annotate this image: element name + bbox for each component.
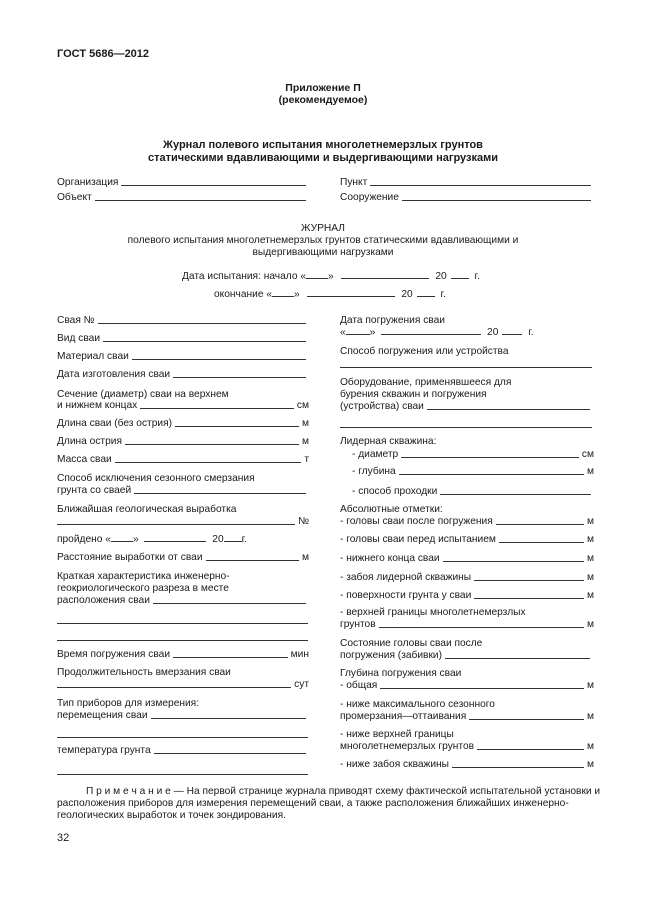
below-perm-label: - ниже верхней границы	[340, 729, 454, 740]
head-state-field[interactable]	[340, 650, 593, 661]
equipment-label-line3: (устройства) сваи	[340, 401, 424, 412]
exclusion-label-line2: грунта со сваей	[57, 485, 132, 496]
section-field[interactable]	[57, 400, 309, 411]
diameter-label: - диаметр	[352, 449, 399, 460]
exclusion-field[interactable]	[57, 485, 309, 496]
ground-surface-field[interactable]	[340, 590, 594, 601]
test-start-date[interactable]	[182, 271, 480, 282]
pile-type-label: Вид сваи	[57, 333, 101, 344]
unit-min: мин	[290, 649, 309, 660]
year-prefix: 20	[487, 327, 499, 338]
page-number: 32	[57, 832, 70, 844]
exclusion-label-line1: Способ исключения сезонного смерзания	[57, 473, 255, 484]
year-suffix: г.	[528, 327, 534, 338]
organization-field[interactable]	[57, 177, 309, 188]
journal-line1: полевого испытания многолетнемерзлых грунтов статическими вдавливающими и	[127, 235, 519, 246]
equipment-field[interactable]	[340, 401, 593, 412]
main-title-line2: статическими вдавливающими и выдергивающими нагрузками	[148, 152, 498, 164]
head-before-label: - головы сваи перед испытанием	[340, 534, 496, 545]
nearest-working-field[interactable]	[57, 516, 309, 527]
immersion-time-field[interactable]	[57, 649, 309, 660]
permafrost-top-field[interactable]	[340, 619, 594, 630]
journal-title: ЖУРНАЛ	[301, 223, 345, 234]
immersion-time-label: Время погружения сваи	[57, 649, 171, 660]
test-start-label: Дата испытания: начало «	[182, 271, 306, 282]
head-after-field[interactable]	[340, 516, 594, 527]
unit-m: м	[586, 741, 594, 752]
structure-label: Сооружение	[340, 192, 399, 203]
pile-material-field[interactable]	[57, 351, 309, 362]
unit-m: м	[301, 552, 309, 563]
below-seasonal-field[interactable]	[340, 711, 594, 722]
displacement-device-field[interactable]	[57, 710, 309, 721]
brief-field[interactable]	[57, 595, 309, 606]
head-state-label: Состояние головы сваи после	[340, 638, 483, 649]
brief-extra-line-2[interactable]	[57, 640, 308, 641]
appendix-subtitle: (рекомендуемое)	[278, 94, 368, 106]
quote-close: »	[328, 271, 334, 282]
head-after-label: - головы сваи после погружения	[340, 516, 493, 527]
note-line2: расположения приборов для измерения перемещений сваи, а также расположения ближайших инженерно-	[57, 798, 569, 809]
brief-label-line2: геокриологического разреза в месте	[57, 583, 229, 594]
leader-depth-field[interactable]	[352, 466, 594, 477]
brief-extra-line-1[interactable]	[57, 623, 308, 624]
pile-material-label: Материал сваи	[57, 351, 129, 362]
abs-marks-label: Абсолютные отметки:	[340, 504, 443, 515]
drilling-method-field[interactable]	[352, 486, 594, 497]
pile-length-label: Длина сваи (без острия)	[57, 418, 172, 429]
devices-label: Тип приборов для измерения:	[57, 698, 200, 709]
quote-close: »	[132, 534, 139, 545]
pile-mass-field[interactable]	[57, 454, 309, 465]
immersion-method-label: Способ погружения или устройства	[340, 346, 509, 357]
pile-length-field[interactable]	[57, 418, 309, 429]
lower-end-label: - нижнего конца сваи	[340, 553, 440, 564]
leader-bottom-field[interactable]	[340, 572, 594, 583]
passed-year: 20	[212, 534, 224, 545]
soil-temp-field[interactable]	[57, 745, 309, 756]
year-suffix: г.	[440, 289, 446, 300]
section-label-line1: Сечение (диаметр) сваи на верхнем	[57, 389, 229, 400]
number-sign: №	[298, 516, 309, 527]
passed-suffix: г.	[241, 534, 247, 545]
equipment-extra-line[interactable]	[340, 427, 592, 428]
tip-length-field[interactable]	[57, 436, 309, 447]
brief-label-line3: расположения сваи	[57, 595, 150, 606]
unit-m: м	[586, 711, 594, 722]
unit-m: м	[586, 680, 594, 691]
distance-label: Расстояние выработки от сваи	[57, 552, 203, 563]
pile-number-label: Свая №	[57, 315, 95, 326]
unit-day: сут	[294, 679, 309, 690]
note-line3: геологических выработок и точек зондирования.	[57, 810, 286, 821]
leader-diameter-field[interactable]	[352, 449, 594, 460]
leader-well-label: Лидерная скважина:	[340, 436, 437, 447]
below-leader-label: - ниже забоя скважины	[340, 759, 450, 770]
leader-bottom-label: - забоя лидерной скважины	[340, 572, 472, 583]
pile-mass-label: Масса сваи	[57, 454, 112, 465]
organization-label: Организация	[57, 177, 119, 188]
year-prefix: 20	[435, 271, 447, 282]
below-perm-label-line2: многолетнемерзлых грунтов	[340, 741, 475, 752]
head-before-field[interactable]	[340, 534, 594, 545]
unit-m: м	[301, 436, 309, 447]
appendix-title: Приложение П	[285, 82, 361, 94]
immersion-method-line[interactable]	[340, 367, 592, 368]
unit-m: м	[301, 418, 309, 429]
structure-field[interactable]	[340, 192, 594, 203]
total-label: - общая	[340, 680, 378, 691]
standard-number: ГОСТ 5686—2012	[57, 48, 150, 60]
unit-m: м	[586, 534, 594, 545]
quote-close: »	[293, 289, 300, 300]
distance-field[interactable]	[57, 552, 309, 563]
journal-line2: выдергивающими нагрузками	[252, 247, 394, 258]
soil-temp-label: температура грунта	[57, 745, 151, 756]
unit-m: м	[586, 619, 594, 630]
permafrost-top-label: - верхней границы многолетнемерзлых	[340, 607, 526, 618]
equipment-label-line2: бурения скважин и погружения	[340, 389, 487, 400]
unit-t: т	[304, 454, 309, 465]
devices-extra-line[interactable]	[57, 737, 308, 738]
quote-open: «	[340, 327, 346, 338]
section-label-line2: и нижнем концах	[57, 400, 138, 411]
nearest-working-label: Ближайшая геологическая выработка	[57, 504, 237, 515]
manufacture-date-label: Дата изготовления сваи	[57, 369, 171, 380]
test-end-label: окончание «	[214, 289, 272, 300]
drilling-method-label: - способ проходки	[352, 486, 438, 497]
test-end-date[interactable]	[214, 289, 446, 300]
below-seasonal-label: - ниже максимального сезонного	[340, 699, 495, 710]
below-seasonal-label-line2: промерзания—оттаивания	[340, 711, 467, 722]
displacement-label: перемещения сваи	[57, 710, 148, 721]
quote-close: »	[369, 327, 376, 338]
brief-label-line1: Краткая характеристика инженерно-	[57, 571, 230, 582]
object-label: Объект	[57, 192, 92, 203]
ground-surface-label: - поверхности грунта у сваи	[340, 590, 472, 601]
unit-m: м	[586, 759, 594, 770]
immersion-date-label: Дата погружения сваи	[340, 315, 445, 326]
below-perm-field[interactable]	[340, 741, 594, 752]
point-label: Пункт	[340, 177, 368, 188]
note-text-1: — На первой странице журнала приводят схему фактической испытательной установки и	[170, 786, 601, 797]
note-label: П р и м е ч а н и е	[86, 786, 171, 797]
pile-type-field[interactable]	[57, 333, 309, 344]
immersion-depth-label: Глубина погружения сваи	[340, 668, 462, 679]
unit-m: м	[586, 516, 594, 527]
passed-label: пройдено «	[57, 534, 111, 545]
point-field[interactable]	[340, 177, 594, 188]
immersion-date-field[interactable]	[340, 327, 534, 338]
soil-temp-extra-line[interactable]	[57, 774, 308, 775]
total-depth-field[interactable]	[340, 680, 594, 691]
permafrost-top-label-line2: грунтов	[340, 619, 376, 630]
unit-cm: см	[296, 400, 309, 411]
depth-label: - глубина	[352, 466, 396, 477]
object-field[interactable]	[57, 192, 309, 203]
unit-m: м	[586, 466, 594, 477]
below-leader-field[interactable]	[340, 759, 594, 770]
freeze-duration-label: Продолжительность вмерзания сваи	[57, 667, 231, 678]
unit-m: м	[586, 590, 594, 601]
year-prefix: 20	[401, 289, 413, 300]
unit-m: м	[586, 572, 594, 583]
note-line1	[86, 786, 600, 797]
unit-cm: см	[581, 449, 594, 460]
main-title-line1: Журнал полевого испытания многолетнемерзлых грунтов	[163, 139, 483, 151]
freeze-duration-field[interactable]	[57, 679, 309, 690]
lower-end-field[interactable]	[340, 553, 594, 564]
manufacture-date-field[interactable]	[57, 369, 309, 380]
head-state-label-line2: погружения (забивки)	[340, 650, 443, 661]
pile-number-field[interactable]	[57, 315, 309, 326]
year-suffix: г.	[474, 271, 480, 282]
tip-length-label: Длина острия	[57, 436, 122, 447]
passed-date-field[interactable]	[57, 534, 247, 545]
unit-m: м	[586, 553, 594, 564]
equipment-label-line1: Оборудование, применявшееся для	[340, 377, 512, 388]
